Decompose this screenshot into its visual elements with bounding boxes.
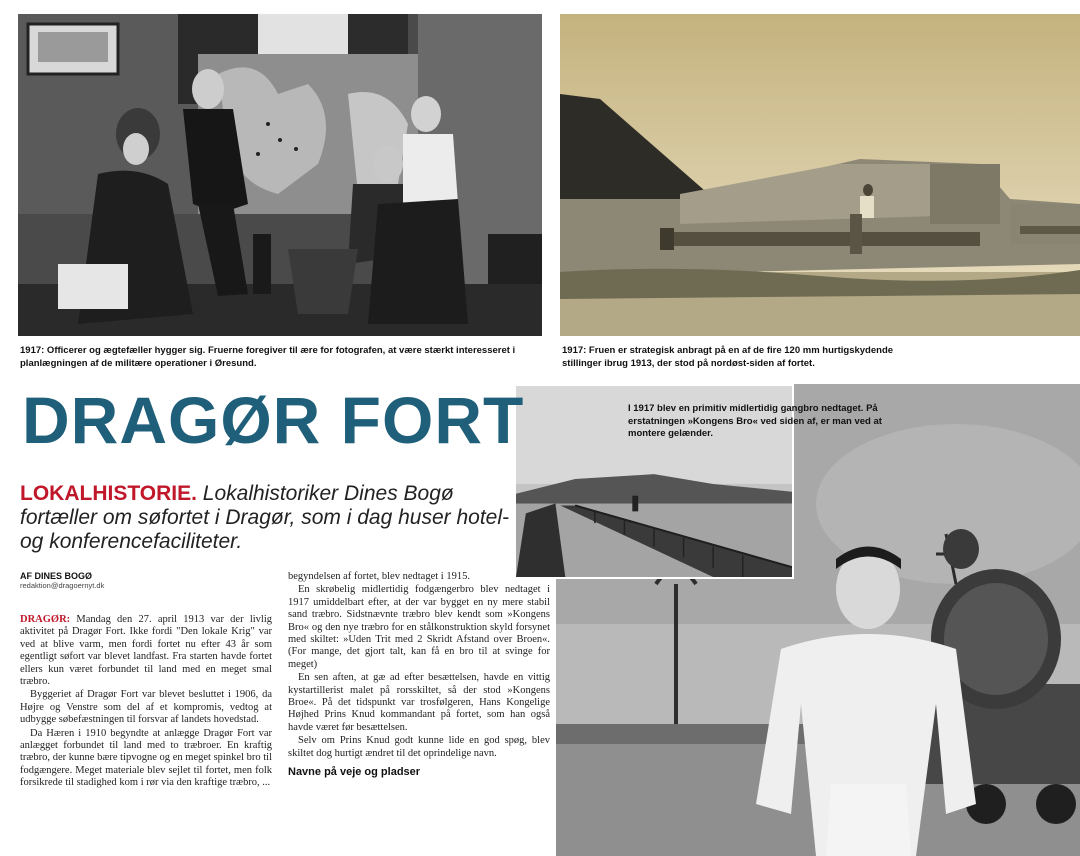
article-paragraph: Da Hæren i 1910 begyndte at anlægge Dragør Fort var anlægget forbundet til land med to træbroer. En kraftig træbro, der kunne bære tipvogne og en meget spinkel bro til fodgængere. Meget materiale blev sejlet til fortet, men folk forsikrede til stadighed kom i rør via den kraftige træbro, ... (20, 727, 272, 789)
article-kicker: LOKALHISTORIE. (20, 482, 197, 505)
article-paragraph: DRAGØR: Mandag den 27. april 1913 var der livlig aktivitet på Dragør Fort. Ikke fordi "Den lokale Krig" var ved at blive varm, men fordi fortet nu efter 43 år som egentligt søfort var blevet landfast. Fra starten havde fortet ellers kun været forbundet til land med en meget smal træbro. (20, 614, 272, 688)
article-paragraph: En sen aften, at gæ ad efter besættelsen, havde en vittig kystartillerist malet på rorsskiltet, så der stod »Kongens Broe«. På det tidspunkt var trosfølgeren, Hans Kongelige Højhed Prins Knud kommandant på fortet, som han også havde været før besættelsen. (288, 672, 550, 733)
article-paragraph: Selv om Prins Knud godt kunne lide en god spøg, blev skiltet dog hurtigt ændret til det oprindelige navn. (288, 735, 550, 759)
dateline: DRAGØR: (20, 614, 71, 625)
article-lead-text: Lokalhistoriker Dines Bogø fortæller om søfortet i Dragør, som i dag huser hotel- og konferencefaciliteter. (20, 482, 509, 553)
article-paragraph: begyndelsen af fortet, blev nedtaget i 1915. (288, 571, 470, 582)
byline-email: redaktion@dragoernyt.dk (20, 581, 105, 590)
byline: AF DINES BOGØ (20, 571, 93, 581)
article-paragraph: Byggeriet af Dragør Fort var blevet besluttet i 1906, da Højre og Venstre som del af et kompromis, vedtog at udbygge søbefæstningen til forsvar af landets hovedstad. (20, 689, 272, 726)
article-column-2 (288, 571, 550, 856)
photo-officers-at-map (18, 14, 542, 336)
section-heading: Navne på veje og pladser (288, 766, 421, 779)
caption-cannon: 1917: Fruen er strategisk anbragt på en af de fire 120 mm hurtigskydende stillinger ibrug 1913, der stod på nordøst-siden af fortet. (562, 345, 894, 369)
article-column-1 (20, 614, 272, 856)
photo-cannon (560, 14, 1080, 336)
caption-bridge: I 1917 blev en primitiv midlertidig gangbro nedtaget. På erstatningen »Kongens Bro« ved siden af, er man ved at montere gelænder. (628, 403, 882, 439)
article-title: DRAGØR FORT (22, 383, 525, 457)
caption-officers: 1917: Officerer og ægtefæller hygger sig. Fruerne foregiver til ære for fotografen, at være stærkt interesseret i planlægningen af de militære operationer i Øresund. (20, 345, 516, 369)
article-paragraph: En skrøbelig midlertidig fodgængerbro blev nedtaget i 1917 umiddelbart efter, at der var bygget en ny mere stabil sand træbro. Sidstnævnte træbro blev kendt som »Kongens Bro« og den nye træbro for en stålkonstruktion skyld forsynet med skiltet: »Uden Trit med 2 Skridt Afstand over Broen«. (For mange, det gjort talt, kan få en bro til at svinge for meget) (288, 584, 550, 670)
article-lead (20, 482, 520, 554)
